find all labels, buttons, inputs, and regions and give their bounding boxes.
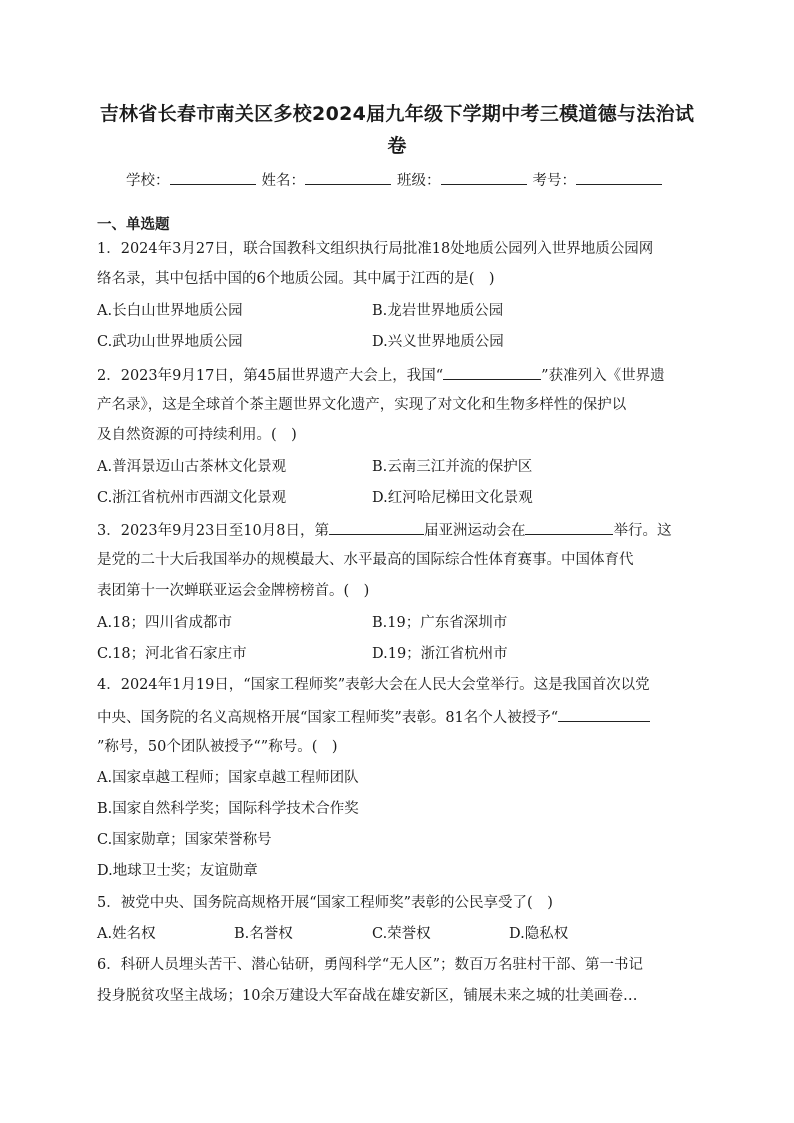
q2-line-1-pre: 2．2023年9月17日，第45届世界遗产大会上，我国“ (97, 368, 444, 384)
q3-blank-1[interactable] (329, 518, 424, 535)
q2-line-1 (97, 363, 665, 387)
q3-line-1-c: 举行。这 (613, 523, 672, 539)
section-title: 一、单选题 (97, 217, 170, 233)
q2-option-b[interactable]: B.云南三江并流的保护区 (372, 459, 533, 475)
q1-option-a[interactable]: A.长白山世界地质公园 (97, 303, 243, 319)
q3-blank-2[interactable] (525, 518, 613, 535)
q4-line-2-pre: 中央、国务院的名义高规格开展“国家工程师奖”表彰。81名个人被授予“ (97, 710, 559, 726)
exam-title (80, 98, 714, 162)
q3-option-a[interactable]: A.18；四川省成都市 (97, 615, 233, 631)
q3-option-c[interactable]: C.18；河北省石家庄市 (97, 646, 247, 662)
q2-line-2: 产名录》，这是全球首个茶主题世界文化遗产，实现了对文化和生物多样性的保护以 (97, 397, 627, 413)
q6-line-2: 投身脱贫攻坚主战场；10余万建设大军奋战在雄安新区，铺展未来之城的壮美画卷… (97, 988, 638, 1004)
exam-no-blank[interactable] (576, 168, 662, 185)
title-line-2: 卷 (387, 135, 407, 157)
q5-line-1: 5．被党中央、国务院高规格开展“国家工程师奖”表彰的公民享受了( ) (97, 895, 553, 911)
school-blank[interactable] (170, 168, 256, 185)
q4-option-c[interactable]: C.国家勋章；国家荣誉称号 (97, 832, 272, 848)
title-line-1: 吉林省长春市南关区多校2024届九年级下学期中考三模道德与法治试 (99, 103, 695, 125)
student-info (0, 168, 794, 193)
class-label: 班级： (397, 173, 441, 189)
q5-option-d[interactable]: D.隐私权 (509, 926, 569, 942)
q1-line-2: 络名录，其中包括中国的6个地质公园。其中属于江西的是( ) (97, 271, 495, 287)
q2-line-3: 及自然资源的可持续利用。( ) (97, 427, 297, 443)
q3-line-1-a: 3．2023年9月23日至10月8日，第 (97, 523, 329, 539)
q1-option-c[interactable]: C.武功山世界地质公园 (97, 334, 243, 350)
q1-option-b[interactable]: B.龙岩世界地质公园 (372, 303, 504, 319)
q2-blank[interactable] (443, 363, 541, 380)
q4-option-d[interactable]: D.地球卫士奖；友谊勋章 (97, 863, 258, 879)
q4-option-b[interactable]: B.国家自然科学奖；国际科学技术合作奖 (97, 801, 359, 817)
q5-option-a[interactable]: A.姓名权 (97, 926, 156, 942)
q3-option-d[interactable]: D.19；浙江省杭州市 (372, 646, 508, 662)
school-label: 学校： (126, 173, 170, 189)
q2-line-1-post: ”获准列入《世界遗 (541, 368, 665, 384)
q2-option-d[interactable]: D.红河哈尼梯田文化景观 (372, 490, 533, 506)
name-label: 姓名： (261, 173, 305, 189)
q1-line-1: 1．2024年3月27日，联合国教科文组织执行局批准18处地质公园列入世界地质公园网 (97, 241, 654, 257)
q3-line-2: 是党的二十大后我国举办的规模最大、水平最高的国际综合性体育赛事。中国体育代 (97, 552, 634, 568)
exam-no-label: 考号： (532, 173, 576, 189)
q1-option-d[interactable]: D.兴义世界地质公园 (372, 334, 504, 350)
q2-option-c[interactable]: C.浙江省杭州市西湖文化景观 (97, 490, 287, 506)
q6-line-1: 6．科研人员埋头苦干、潜心钻研，勇闯科学“无人区”；数百万名驻村干部、第一书记 (97, 957, 644, 973)
name-blank[interactable] (305, 168, 391, 185)
q3-line-1 (97, 518, 671, 542)
q5-option-c[interactable]: C.荣誉权 (372, 926, 431, 942)
class-blank[interactable] (441, 168, 527, 185)
q3-line-1-b: 届亚洲运动会在 (423, 523, 526, 539)
q3-option-b[interactable]: B.19；广东省深圳市 (372, 615, 508, 631)
q5-option-b[interactable]: B.名誉权 (234, 926, 293, 942)
q2-option-a[interactable]: A.普洱景迈山古茶林文化景观 (97, 459, 287, 475)
q4-blank[interactable] (558, 705, 650, 722)
q4-line-1: 4．2024年1月19日，“国家工程师奖”表彰大会在人民大会堂举行。这是我国首次以党 (97, 677, 650, 693)
q3-line-3: 表团第十一次蝉联亚运会金牌榜榜首。( ) (97, 583, 370, 599)
q4-line-3: ”称号，50个团队被授予“”称号。( ) (97, 739, 338, 755)
q4-option-a[interactable]: A.国家卓越工程师；国家卓越工程师团队 (97, 770, 359, 786)
q4-line-2 (97, 705, 650, 729)
